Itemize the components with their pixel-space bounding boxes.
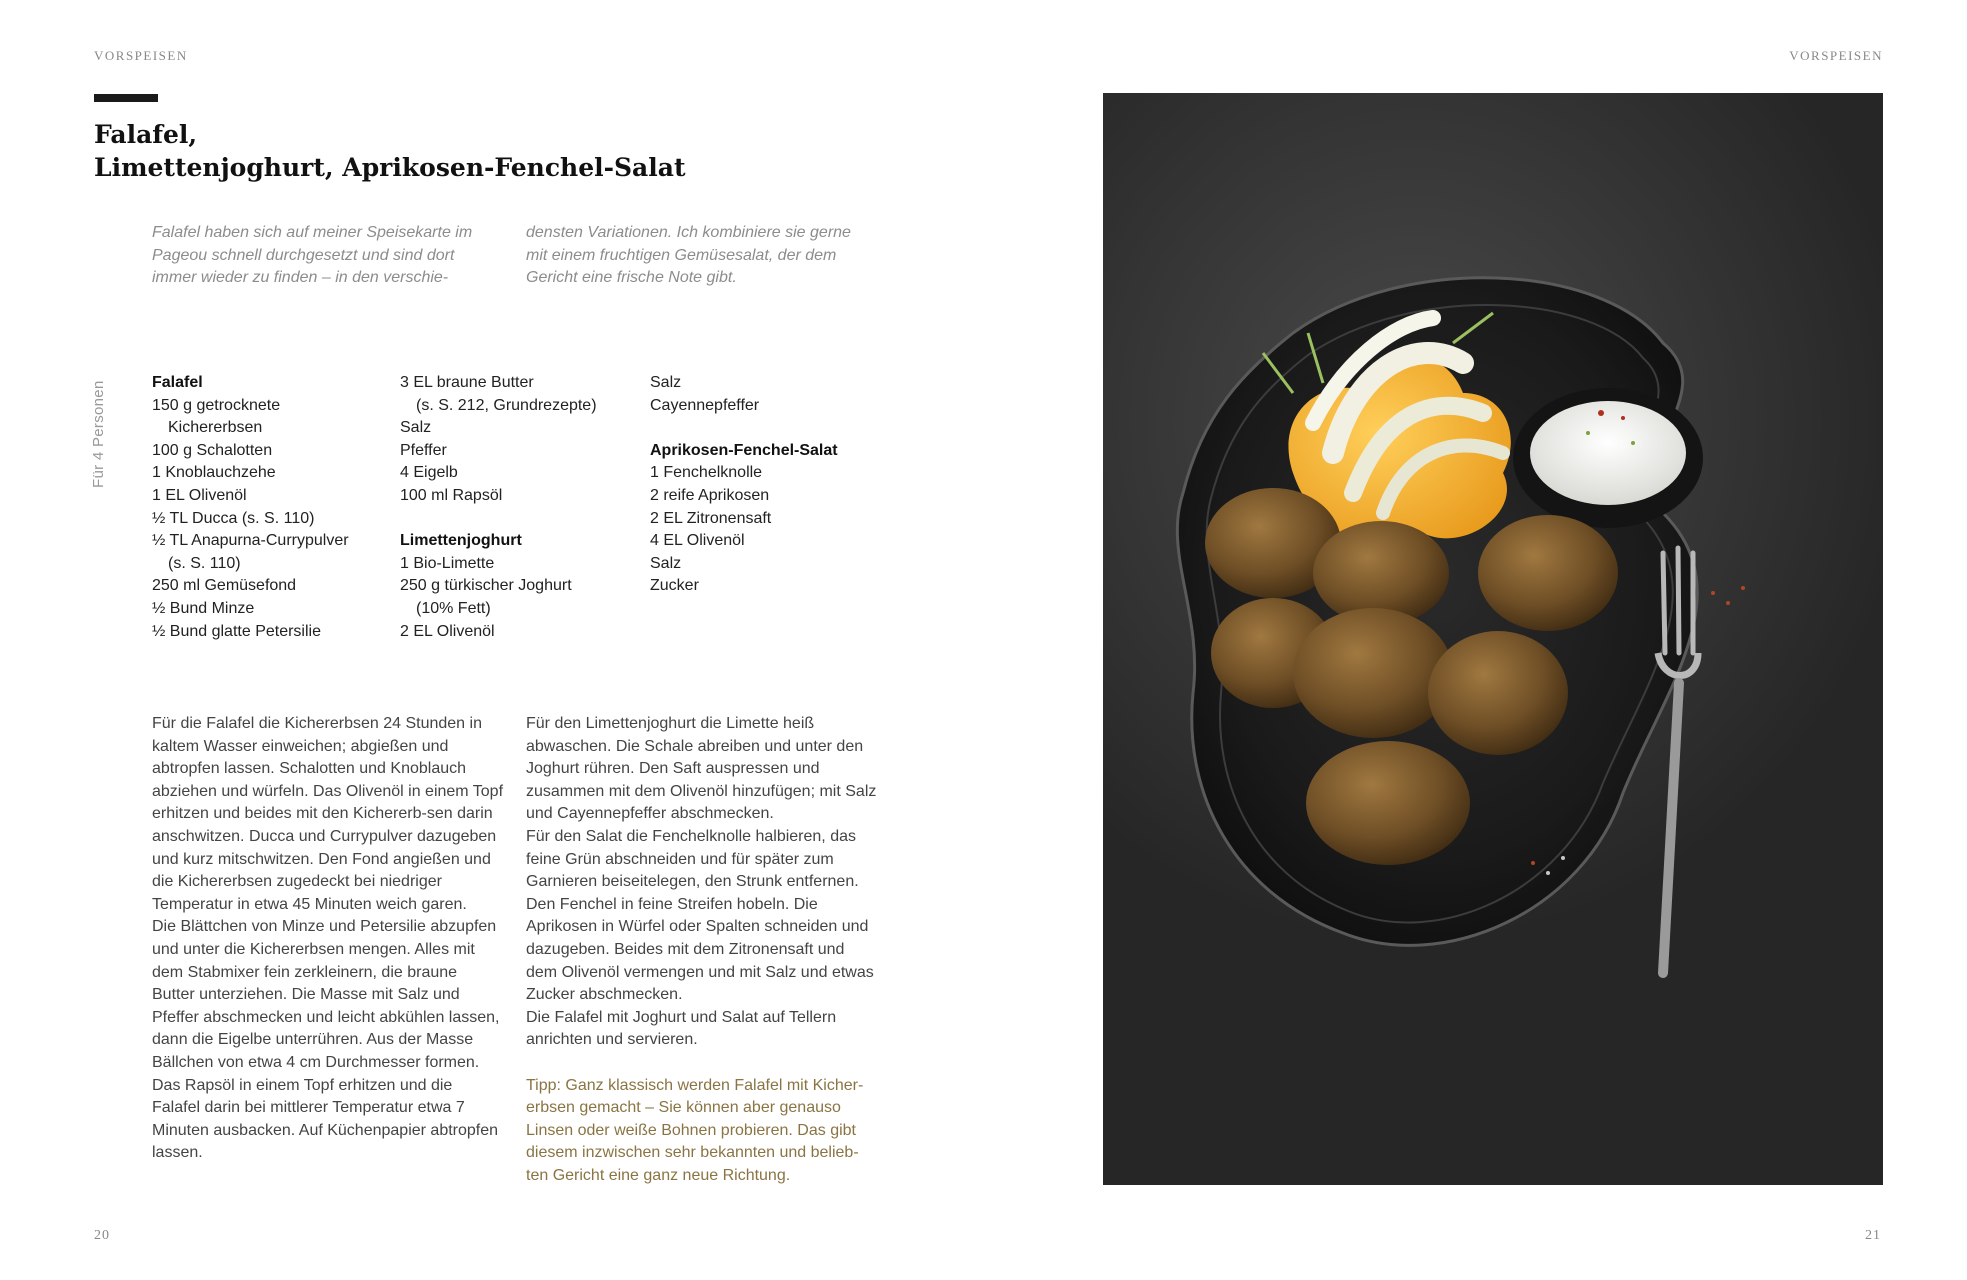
ingredient-item: ½ Bund Minze <box>152 599 255 617</box>
ingredient-heading-limettenjoghurt: Limettenjoghurt <box>400 532 522 550</box>
recipe-title <box>94 118 686 184</box>
ingredient-item: 100 ml Rapsöl <box>400 486 503 504</box>
fork <box>1658 548 1698 973</box>
yogurt-bowl <box>1513 388 1703 528</box>
recipe-photo <box>1103 93 1883 1185</box>
intro-text-col-1: Falafel haben sich auf meiner Speisekarte im Pageou schnell durchgesetzt und sind dort immer wieder zu finden – in den verschie- <box>152 224 473 287</box>
recipe-title-line-1: Falafel, <box>94 120 198 149</box>
ingredients-col-1 <box>152 372 392 643</box>
ingredient-item: Zucker <box>650 577 699 595</box>
intro-text-col-2: densten Variationen. Ich kombiniere sie gerne mit einem fruchtigen Gemüsesalat, der dem Gericht eine frische Note gibt. <box>526 224 851 287</box>
page-number-right: 21 <box>1865 1228 1881 1243</box>
method-col-left <box>152 713 504 1165</box>
ingredient-item: 2 EL Zitronensaft <box>650 509 772 527</box>
ingredient-item: 4 EL Olivenöl <box>650 532 745 550</box>
ingredient-group-joghurt-cont <box>650 372 890 417</box>
ingredient-item: Salz <box>650 374 682 391</box>
ingredient-group-salat <box>650 440 890 598</box>
title-rule <box>94 94 158 102</box>
ingredients-col-2 <box>400 372 640 643</box>
ingredient-item: Kichererbsen <box>168 419 263 437</box>
ingredient-item: 1 Fenchelknolle <box>650 464 763 482</box>
ingredient-heading-falafel: Falafel <box>152 374 203 391</box>
ingredient-item: 2 reife Aprikosen <box>650 486 770 504</box>
ingredient-item: 1 Bio-Limette <box>400 554 495 572</box>
ingredient-group-falafel <box>152 372 392 643</box>
ingredient-item: 150 g getrocknete <box>152 396 281 414</box>
ingredient-item: (10% Fett) <box>416 599 491 617</box>
method-paragraph: Die Falafel mit Joghurt und Salat auf Tellern anrichten und servieren. <box>526 1008 837 1049</box>
ingredient-item: Cayennepfeffer <box>650 396 760 414</box>
ingredient-item: 100 g Schalotten <box>152 441 273 459</box>
tip-text: Tipp: Ganz klassisch werden Falafel mit Kicher-erbsen gemacht – Sie können aber genauso Linsen oder weiße Bohnen probieren. Das gibt diesem inzwischen sehr bekannten und belieb-ten Gericht eine ganz neue Richtung. <box>526 1076 864 1184</box>
falafel-plate-illustration <box>1103 93 1883 1185</box>
ingredient-group-falafel-cont <box>400 372 640 508</box>
method-paragraph: Die Blättchen von Minze und Petersilie abzupfen und unter die Kichererbsen mengen. Alles mit dem Stabmixer fein zerkleinern, die braune Butter unterziehen. Die Masse mit Salz und Pfeffer abschmecken und leicht abkühlen lassen, dann die Eigelbe unterrühren. Aus der Masse Bällchen von etwa 4 cm Durchmesser formen. Das Rapsöl in einem Topf erhitzen und die Falafel darin bei mittlerer Temperatur etwa 7 Minuten ausbacken. Auf Küchenpapier abtropfen lassen. <box>152 918 500 1162</box>
ingredient-item: 250 ml Gemüsefond <box>152 577 297 595</box>
ingredient-item: 1 EL Olivenöl <box>152 486 247 504</box>
recipe-title-line-2: Limettenjoghurt, Aprikosen-Fenchel-Salat <box>94 153 686 182</box>
ingredient-item: Salz <box>650 554 682 572</box>
ingredient-item: 250 g türkischer Joghurt <box>400 577 572 595</box>
ingredient-item: 3 EL braune Butter <box>400 374 534 391</box>
method-paragraph: Für den Limettenjoghurt die Limette heiß abwaschen. Die Schale abreiben und unter den Joghurt rühren. Den Saft auspressen und zusammen mit dem Olivenöl hinzufügen; mit Salz und Cayennepfeffer abschmecken. <box>526 715 877 823</box>
ingredient-group-limettenjoghurt <box>400 530 640 643</box>
ingredient-item: 4 Eigelb <box>400 464 458 482</box>
method-paragraph: Für den Salat die Fenchelknolle halbieren, das feine Grün abschneiden und für später zum Garnieren beiseitelegen, den Strunk entfernen. Den Fenchel in feine Streifen hobeln. Die Aprikosen in Würfel oder Spalten schneiden und dazugeben. Beides mit dem Zitronensaft und dem Olivenöl vermengen und mit Salz und etwas Zucker abschmecken. <box>526 827 874 1004</box>
ingredient-item: ½ TL Anapurna-Currypulver <box>152 532 349 550</box>
running-head-left: VORSPEISEN <box>94 48 188 63</box>
ingredient-item: Pfeffer <box>400 441 447 459</box>
page-number-left: 20 <box>94 1228 110 1243</box>
ingredient-item: ½ Bund glatte Petersilie <box>152 622 321 640</box>
ingredients-col-3 <box>650 372 890 598</box>
ingredient-item: Salz <box>400 419 432 437</box>
ingredient-item: (s. S. 212, Grundrezepte) <box>416 396 597 414</box>
ingredient-item: ½ TL Ducca (s. S. 110) <box>152 509 315 527</box>
method-paragraph: Für die Falafel die Kichererbsen 24 Stunden in kaltem Wasser einweichen; abgießen und abtropfen lassen. Schalotten und Knoblauch abziehen und würfeln. Das Olivenöl in einem Topf erhitzen und beides mit den Kichererb-sen darin anschwitzen. Ducca und Currypulver dazugeben und kurz mitschwitzen. Den Fond angießen und die Kichererbsen zugedeckt bei niedriger Temperatur in etwa 45 Minuten weich garen. <box>152 715 504 913</box>
ingredient-heading-salat: Aprikosen-Fenchel-Salat <box>650 441 838 459</box>
ingredient-item: 2 EL Olivenöl <box>400 622 495 640</box>
ingredient-item: (s. S. 110) <box>168 554 241 572</box>
ingredient-item: 1 Knoblauchzehe <box>152 464 276 482</box>
running-head-right: VORSPEISEN <box>1789 48 1883 63</box>
method-col-right <box>526 713 878 1187</box>
servings-label: Für 4 Personen <box>90 380 107 488</box>
